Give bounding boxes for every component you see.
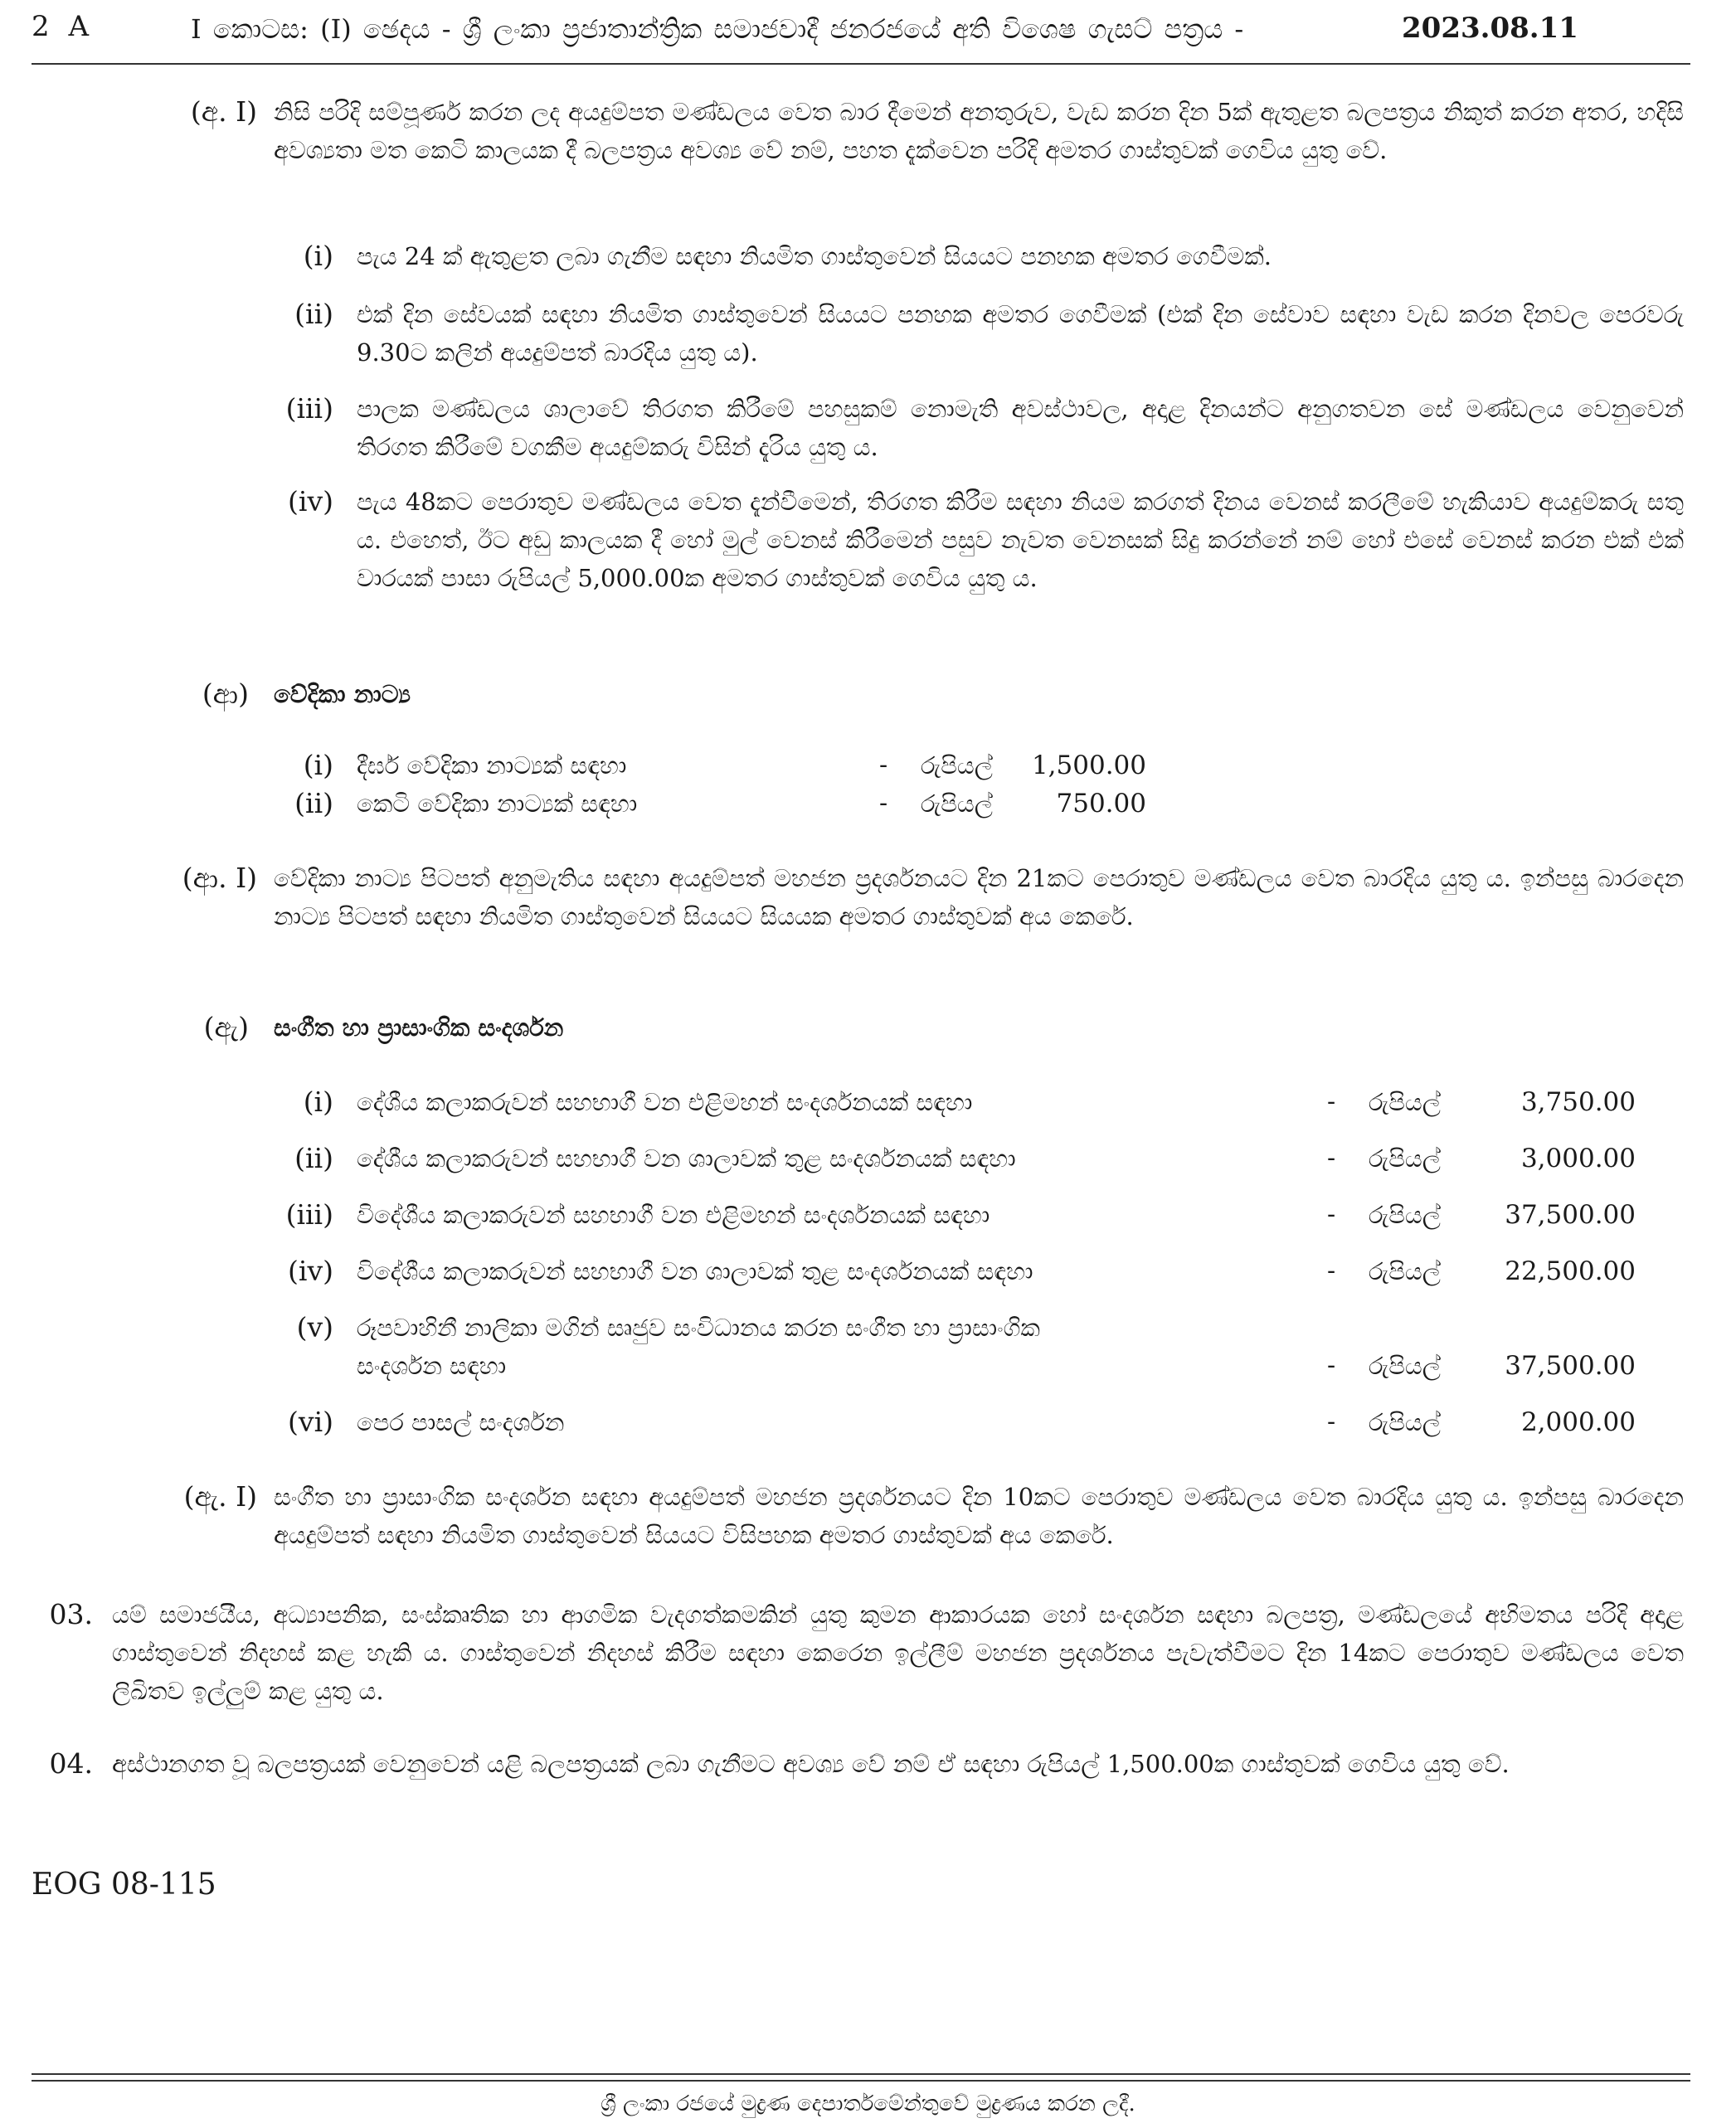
section-label-aa: (ආ) xyxy=(202,678,249,710)
gazette-title: I කොටස: (I) ඡෙදය - ශ්‍රී ලංකා ප්‍රජාතාන්ත්‍රික සමාජවාදී ජනරජයේ අති විශෙෂ ගැසට් පත්‍රය - xyxy=(191,13,1244,45)
header-rule xyxy=(32,63,1690,65)
fee-row-currency: රුපියල් xyxy=(1369,1257,1441,1285)
paragraph-number-04: 04. xyxy=(49,1747,93,1780)
fee-row-currency: රුපියල් xyxy=(1369,1088,1441,1116)
fee-row-number: (vi) xyxy=(288,1406,333,1438)
fee-row-dash: - xyxy=(1327,1144,1336,1173)
section-label-a1: (අ. I) xyxy=(190,95,257,128)
item-text: පැය 48කට පෙරාතුව මණ්ඩලය වෙත දැන්වීමෙන්, තිරගත කිරීම සඳහා නියම කරගත් දිනය වෙනස් කරලීමේ හැකියාව අයදුම්කරු සතු ය. එහෙත්, ඊට අඩු කාලයක දී හෝ මුල් වෙනස් කිරීමෙන් පසුව නැවත වෙනසක් සිදු කරන්නේ නම් හෝ එසේ වෙනස් කරන එක් එක් වාරයක් පාසා රුපියල් 5,000.00ක අමතර ගාස්තුවක් ගෙවිය යුතු ය. xyxy=(357,488,1684,592)
item-text: එක් දින සේවයක් සඳහා නියමිත ගාස්තුවෙන් සියයට පනහක අමතර ගෙවීමක් (එක් දින සේවාව සඳහා වැඩ කරන දිනවල පෙරවරු 9.30ට කලින් අයදුම්පත් බාරදිය යුතු ය). xyxy=(357,300,1684,367)
fee-row-amount: 37,500.00 xyxy=(1505,1351,1636,1381)
fee-row-amount: 1,500.00 xyxy=(1031,751,1146,780)
fee-row-number: (i) xyxy=(303,749,333,781)
fee-row-number: (ii) xyxy=(294,787,333,819)
section-heading-music: සංගීත හා ප්‍රාසාංගික සංදර්ශන xyxy=(274,1013,564,1042)
fee-row-currency: රුපියල් xyxy=(1369,1201,1441,1229)
gazette-date: 2023.08.11 xyxy=(1402,12,1578,45)
fee-row-number: (v) xyxy=(296,1311,333,1343)
fee-row-amount: 3,000.00 xyxy=(1520,1144,1636,1173)
fee-row-dash: - xyxy=(1327,1407,1336,1436)
fee-row-text: කෙටි වේදිකා නාට්‍යක් සඳහා xyxy=(357,789,638,818)
fee-row-number: (iii) xyxy=(285,1198,333,1231)
fee-row-amount: 2,000.00 xyxy=(1520,1407,1636,1437)
fee-row-amount: 37,500.00 xyxy=(1505,1200,1636,1230)
item-number: (iii) xyxy=(285,392,333,425)
section-heading-drama: වේදිකා නාට්‍ය xyxy=(274,680,411,708)
fee-row-dash: - xyxy=(879,789,888,818)
section-a1-text: නිසි පරිදි සම්පූර්ණ කරන ලද අයදුම්පත මණ්ඩලය වෙත බාර දීමෙන් අනතුරුව, වැඩ කරන දින 5ක් ඇතුළත බලපත්‍රය නිකුත් කරන අතර, හදිසි අවශ්‍යතා මත කෙටි කාලයක දී බලපත්‍රය අවශ්‍ය වේ නම්, පහත දැක්වෙන පරිදි අමතර ගාස්තුවක් ගෙවිය යුතු වේ. xyxy=(274,98,1684,164)
fee-row-currency: රුපියල් xyxy=(1369,1144,1441,1173)
footer-rule-top xyxy=(32,2073,1690,2075)
fee-row-currency: රුපියල් xyxy=(921,789,993,818)
fee-row-number: (ii) xyxy=(294,1142,333,1174)
document-code: EOG 08-115 xyxy=(32,1868,216,1902)
printer-footer: ශ්‍රී ලංකා රජයේ මුද්‍රණ දෙපාර්තමේන්තුවේ මුද්‍රණය කරන ලදී. xyxy=(601,2091,1135,2116)
fee-row-number: (iv) xyxy=(288,1255,333,1287)
fee-row-dash: - xyxy=(1327,1200,1336,1229)
fee-row-text: දේශීය කලාකරුවන් සහභාගී වන එළිමහන් සංදර්ශනයක් සඳහා xyxy=(357,1088,973,1116)
section-aa1-text: වේදිකා නාට්‍ය පිටපත් අනුමැතිය සඳහා අයදුම්පත් මහජන ප්‍රදර්ශනයට දින 21කට පෙරාතුව මණ්ඩලය වෙත බාරදිය යුතු ය. ඉන්පසු බාරදෙන නාට්‍ය පිටපත් සඳහා නියමිත ගාස්තුවෙන් සියයට සියයක අමතර ගාස්තුවක් අය කෙරේ. xyxy=(274,864,1684,930)
fee-row-text: විදේශීය කලාකරුවන් සහභාගී වන ශාලාවක් තුළ සංදර්ශනයක් සඳහා xyxy=(357,1257,1033,1285)
footer-rule-bottom xyxy=(32,2080,1690,2082)
fee-row-text: දීර්ඝ වේදිකා නාට්‍යක් සඳහා xyxy=(357,751,627,780)
fee-row-amount: 22,500.00 xyxy=(1505,1256,1636,1286)
fee-row-currency: රුපියල් xyxy=(1369,1408,1441,1436)
fee-row-text: පෙර පාසල් සංදර්ශන xyxy=(357,1408,565,1436)
fee-row-dash: - xyxy=(1327,1087,1336,1116)
item-number: (i) xyxy=(303,240,333,272)
fee-row-currency: රුපියල් xyxy=(921,751,993,780)
section-label-aa1: (ආ. I) xyxy=(182,862,257,894)
page-number: 2 A xyxy=(32,10,94,43)
section-label-ae: (ඇ) xyxy=(203,1011,249,1043)
fee-row-amount: 750.00 xyxy=(1056,789,1146,819)
fee-row-currency: රුපියල් xyxy=(1369,1352,1441,1380)
item-number: (ii) xyxy=(294,298,333,330)
fee-row-text: දේශීය කලාකරුවන් සහභාගී වන ශාලාවක් තුළ සංදර්ශනයක් සඳහා xyxy=(357,1144,1016,1173)
fee-row-amount: 3,750.00 xyxy=(1520,1087,1636,1117)
item-text: පාලක මණ්ඩලය ශාලාවේ තිරගත කිරීමේ පහසුකම් නොමැති අවස්ථාවල, අදාළ දිනයන්ට අනුගතවන සේ මණ්ඩලය වෙනුවෙන් තිරගත කිරීමේ වගකීම අයදුම්කරු විසින් දැරිය යුතු ය. xyxy=(357,395,1684,461)
paragraph-number-03: 03. xyxy=(49,1598,93,1630)
fee-row-text-continued: සංදර්ශන සඳහා xyxy=(357,1352,507,1380)
item-number: (iv) xyxy=(288,485,333,517)
section-ae1-text: සංගීත හා ප්‍රාසාංගික සංදර්ශන සඳහා අයදුම්පත් මහජන ප්‍රදර්ශනයට දින 10කට පෙරාතුව මණ්ඩලය වෙත බාරදිය යුතු ය. ඉන්පසු බාරදෙන අයදුම්පත් සඳහා නියමිත ගාස්තුවෙන් සියයට විසිපහක අමතර ගාස්තුවක් අය කෙරේ. xyxy=(274,1483,1684,1549)
fee-row-dash: - xyxy=(1327,1256,1336,1285)
item-text: පැය 24 ක් ඇතුළත ලබා ගැනීම සඳහා නියමිත ගාස්තුවෙන් සියයට පනහක අමතර ගෙවීමක්. xyxy=(357,242,1272,270)
paragraph-03-text: යම් සමාජයීය, අධ්‍යාපනික, සංස්කෘතික හා ආගමික වැදගත්කමකින් යුතු කුමන ආකාරයක හෝ සංදර්ශන සඳහා බලපත්‍ර, මණ්ඩලයේ අභිමතය පරිදි අදාළ ගාස්තුවෙන් නිදහස් කළ හැකි ය. ගාස්තුවෙන් නිදහස් කිරීම සඳහා කෙරෙන ඉල්ලීම් මහජන ප්‍රදර්ශනය පැවැත්වීමට දින 14කට පෙරාතුව මණ්ඩලය වෙත ලිඛිතව ඉල්ලුම් කළ යුතු ය. xyxy=(112,1601,1684,1705)
section-label-ae1: (ඇ. I) xyxy=(183,1480,257,1513)
fee-row-text: රූපවාහිනී නාලිකා මගින් සෘජුව සංවිධානය කරන සංගීත හා ප්‍රාසාංගික xyxy=(357,1314,1040,1342)
paragraph-04-text: අස්ථානගත වූ බලපත්‍රයක් වෙනුවෙන් යළි බලපත්‍රයක් ලබා ගැනීමට අවශ්‍ය වේ නම් ඒ සඳහා රුපියල් 1,500.00ක ගාස්තුවක් ගෙවිය යුතු වේ. xyxy=(112,1750,1510,1778)
fee-row-number: (i) xyxy=(303,1086,333,1118)
fee-row-dash: - xyxy=(879,751,888,780)
fee-row-text: විදේශීය කලාකරුවන් සහභාගී වන එළිමහන් සංදර්ශනයක් සඳහා xyxy=(357,1201,990,1229)
fee-row-dash: - xyxy=(1327,1351,1336,1380)
